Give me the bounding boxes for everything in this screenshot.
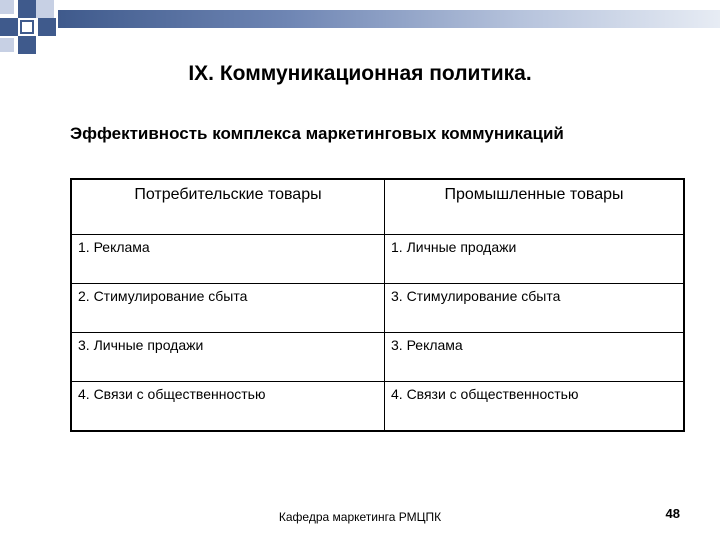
table-cell: 4. Связи с общественностью	[71, 382, 385, 432]
table-cell: 3. Стимулирование сбыта	[385, 284, 685, 333]
decor-square	[38, 18, 56, 36]
decor-square	[0, 18, 18, 36]
table-row	[71, 284, 684, 333]
table-cell: 1. Личные продажи	[385, 235, 685, 284]
table-row	[71, 333, 684, 382]
table-header-row	[71, 179, 684, 235]
header-gradient-band	[58, 10, 720, 28]
table-cell: 1. Реклама	[71, 235, 385, 284]
slide-title: IX. Коммуникационная политика.	[188, 62, 532, 85]
decor-square	[20, 20, 34, 34]
table-row	[71, 235, 684, 284]
decor-square	[0, 38, 14, 52]
table-cell: 2. Стимулирование сбыта	[71, 284, 385, 333]
slide-subtitle: Эффективность комплекса маркетинговых коммуникаций	[70, 124, 564, 143]
table-cell: 4. Связи с общественностью	[385, 382, 685, 432]
column-header-consumer: Потребительские товары	[71, 179, 385, 235]
table-row	[71, 382, 684, 432]
decor-square	[18, 36, 36, 54]
table-cell: 3. Личные продажи	[71, 333, 385, 382]
decor-square	[36, 0, 54, 18]
page-number: 48	[665, 506, 680, 521]
decor-square	[0, 0, 14, 14]
comparison-table	[70, 178, 685, 432]
slide-footer: Кафедра маркетинга РМЦПК	[278, 510, 442, 524]
decor-square	[18, 0, 36, 18]
table-cell: 3. Реклама	[385, 333, 685, 382]
column-header-industrial: Промышленные товары	[385, 179, 685, 235]
